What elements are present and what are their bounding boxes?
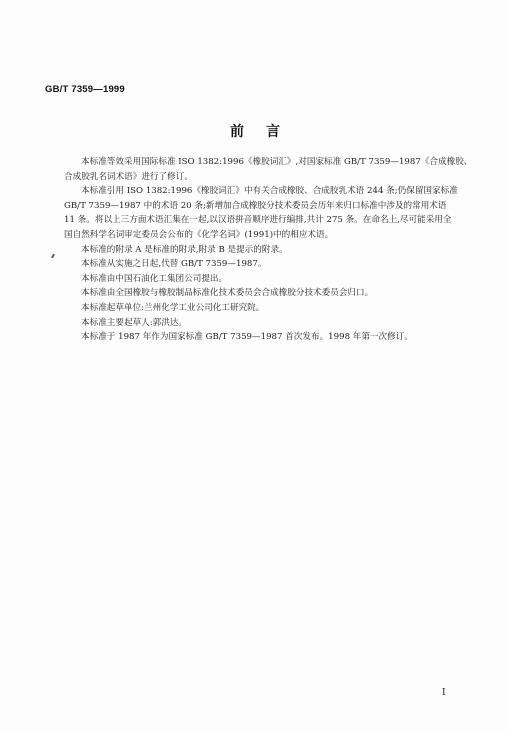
text-line: 国自然科学名词审定委员会公布的《化学名词》(1991)中的相应术语。 (64, 229, 334, 240)
paragraph-drafting-unit (47, 301, 467, 316)
text-line: 本标准由全国橡胶与橡胶制品标准化技术委员会合成橡胶分技术委员会归口。 (81, 288, 374, 299)
foreword-body (47, 155, 473, 345)
paragraph-replacement (47, 257, 467, 272)
text-line: 本标准引用 ISO 1382:1996《橡胶词汇》中有关合成橡胶、合成胶乳术语 244 条;仍保留国家标准 (81, 186, 458, 197)
paragraph-history (47, 330, 467, 345)
paragraph-committee (47, 286, 467, 301)
text-line: 11 条。将以上三方面术语汇集在一起,以汉语拼音顺序进行编排,共计 275 条。在命名上,尽可能采用全 (64, 215, 452, 226)
text-line: 合成胶乳名词术语》进行了修订。 (64, 171, 193, 182)
standard-code: GB/T 7359—1999 (45, 84, 125, 95)
text-line: 本标准的附录 A 是标准的附录,附录 B 是提示的附录。 (81, 244, 288, 255)
page-title: 前言 (230, 124, 302, 140)
paragraph-terms (47, 184, 467, 242)
text-line: 本标准由中国石油化工集团公司提出。 (81, 273, 228, 284)
paragraph-adoption (47, 155, 473, 184)
text-line: 本标准主要起草人:郭洪达。 (81, 317, 188, 328)
paragraph-drafter (47, 316, 467, 331)
text-line: 本标准等效采用国际标准 ISO 1382:1996《橡胶词汇》,对国家标准 GB/T 7359—1987《合成橡胶、 (81, 157, 473, 167)
paragraph-proposer (47, 272, 467, 287)
paragraph-appendix (47, 243, 467, 258)
text-line: GB/T 7359—1987 中的术语 20 条;新增加合成橡胶分技术委员会历年来归口标准中涉及的常用术语 (64, 200, 447, 211)
text-line: 本标准从实施之日起,代替 GB/T 7359—1987。 (81, 259, 267, 270)
text-line: 本标准起草单位:兰州化学工业公司化工研究院。 (81, 302, 265, 313)
text-line: 本标准于 1987 年作为国家标准 GB/T 7359—1987 首次发布。1998 年第一次修订。 (81, 332, 413, 343)
page-number: I (442, 688, 446, 698)
